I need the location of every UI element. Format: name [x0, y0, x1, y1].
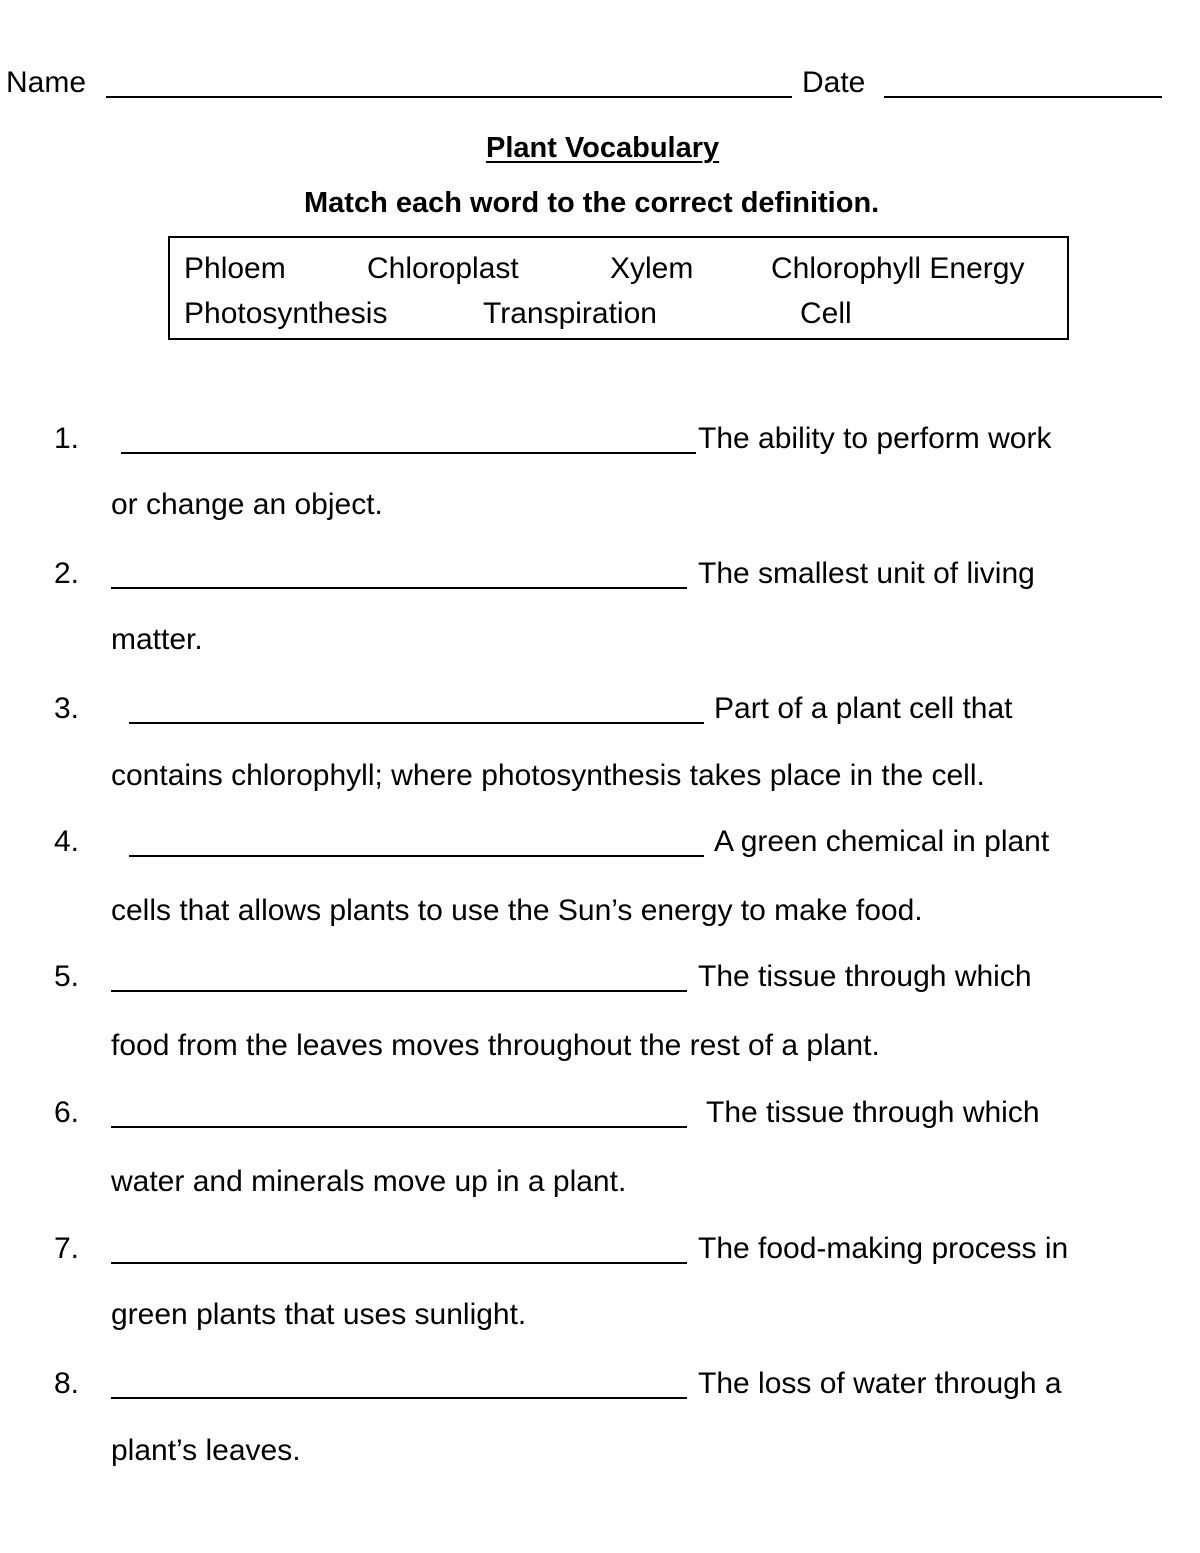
worksheet-title: Plant Vocabulary	[486, 132, 720, 164]
question-number: 2.	[54, 557, 80, 590]
definition-text: The loss of water through a	[698, 1367, 1062, 1400]
question-number: 8.	[54, 1367, 80, 1400]
definition-text: The tissue through which	[698, 960, 1032, 993]
answer-line[interactable]	[111, 1126, 687, 1128]
date-label: Date	[802, 66, 866, 99]
definition-text: The tissue through which	[706, 1096, 1040, 1129]
date-field[interactable]	[884, 96, 1162, 98]
definition-text: The ability to perform work	[698, 422, 1052, 455]
word-bank-item: Phloem	[184, 252, 286, 285]
definition-text: food from the leaves moves throughout the rest of a plant.	[111, 1029, 880, 1062]
instructions: Match each word to the correct definition.	[304, 187, 880, 219]
word-bank	[168, 236, 1069, 340]
question-number: 5.	[54, 960, 80, 993]
answer-line[interactable]	[129, 722, 704, 724]
definition-text: contains chlorophyll; where photosynthesis takes place in the cell.	[111, 759, 985, 792]
answer-line[interactable]	[111, 990, 687, 992]
question-number: 4.	[54, 825, 80, 858]
question-number: 1.	[54, 422, 80, 455]
answer-line[interactable]	[111, 1397, 687, 1399]
definition-text: cells that allows plants to use the Sun’s energy to make food.	[111, 894, 923, 927]
answer-line[interactable]	[111, 1262, 687, 1264]
question-number: 7.	[54, 1232, 80, 1265]
word-bank-item: Photosynthesis	[184, 297, 388, 330]
word-bank-item: Xylem	[610, 252, 694, 285]
definition-text: The smallest unit of living	[698, 557, 1035, 590]
definition-text: plant’s leaves.	[111, 1434, 301, 1467]
question-number: 3.	[54, 692, 80, 725]
definition-text: The food-making process in	[698, 1232, 1069, 1265]
definition-text: water and minerals move up in a plant.	[111, 1165, 627, 1198]
definition-text: or change an object.	[111, 488, 383, 521]
definition-text: green plants that uses sunlight.	[111, 1298, 527, 1331]
word-bank-item: Chloroplast	[367, 252, 519, 285]
definition-text: A green chemical in plant	[714, 825, 1050, 858]
word-bank-item: Transpiration	[483, 297, 657, 330]
answer-line[interactable]	[129, 855, 704, 857]
answer-line[interactable]	[121, 452, 696, 454]
definition-text: Part of a plant cell that	[714, 692, 1013, 725]
word-bank-item: Cell	[800, 297, 852, 330]
answer-line[interactable]	[111, 587, 687, 589]
name-label: Name	[6, 66, 87, 99]
name-field[interactable]	[106, 96, 792, 98]
definition-text: matter.	[111, 623, 203, 656]
word-bank-item: Chlorophyll Energy	[771, 252, 1025, 285]
question-number: 6.	[54, 1096, 80, 1129]
